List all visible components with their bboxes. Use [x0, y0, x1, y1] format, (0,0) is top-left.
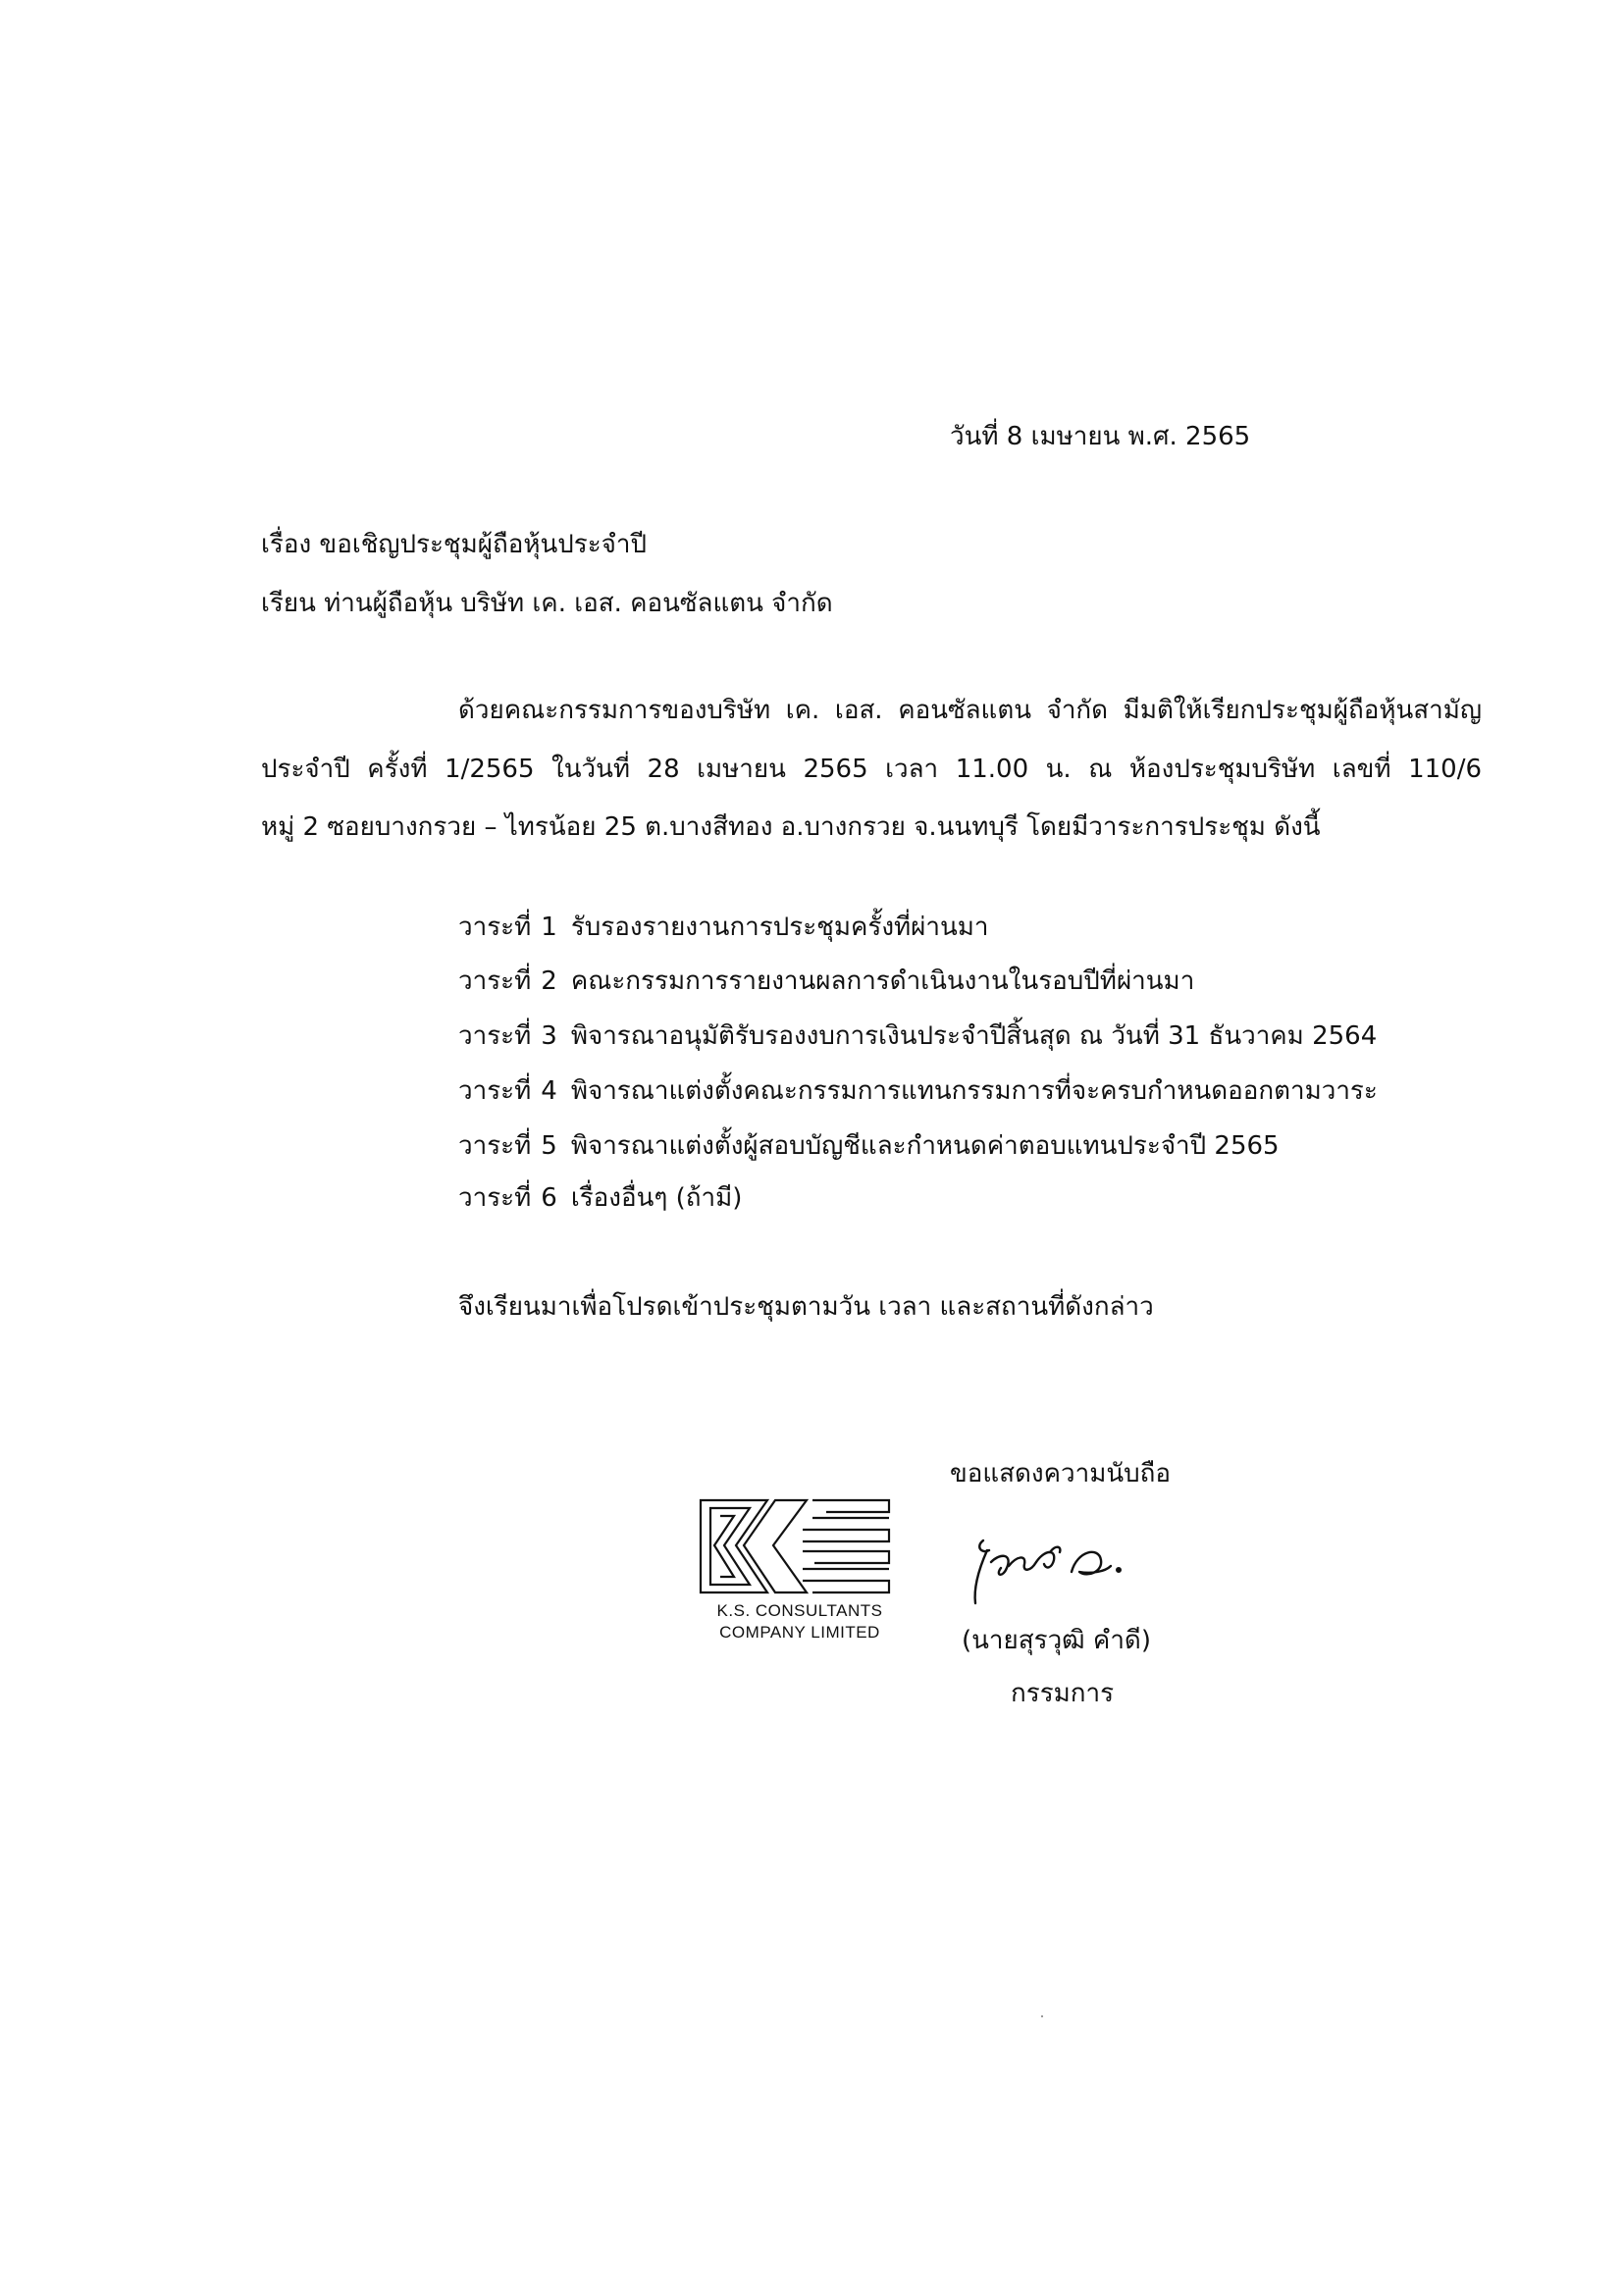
- agenda-item: [458, 1018, 1377, 1058]
- agenda-label: วาระที่: [458, 1021, 532, 1051]
- agenda-label: วาระที่: [458, 913, 532, 942]
- agenda-number: 6: [541, 1183, 557, 1213]
- agenda-number: 4: [541, 1076, 557, 1106]
- addressee-line: เรียน ท่านผู้ถือหุ้น บริษัท เค. เอส. คอนซัลแตน จำกัด: [261, 589, 833, 618]
- agenda-number: 2: [541, 966, 557, 996]
- agenda-label: วาระที่: [458, 1183, 532, 1213]
- agenda-text: เรื่องอื่นๆ (ถ้ามี): [570, 1183, 743, 1213]
- date-line: วันที่ 8 เมษายน พ.ศ. 2565: [950, 422, 1251, 451]
- body-line: หมู่ 2 ซอยบางกรวย – ไทรน้อย 25 ต.บางสีทอง อ.บางกรวย จ.นนทบุรี โดยมีวาระการประชุม ดังนี้: [261, 812, 1321, 842]
- subject-line: เรื่อง ขอเชิญประชุมผู้ถือหุ้นประจำปี: [261, 530, 647, 559]
- agenda-text: รับรองรายงานการประชุมครั้งที่ผ่านมา: [570, 913, 989, 942]
- scan-speck: [1041, 2015, 1043, 2017]
- agenda-text: คณะกรรมการรายงานผลการดำเนินงานในรอบปีที่ผ่านมา: [570, 966, 1195, 996]
- agenda-item: [458, 1128, 1280, 1168]
- logo-caption-line1: K.S. CONSULTANTS: [716, 1601, 883, 1620]
- agenda-item: [458, 910, 989, 949]
- agenda-item: [458, 1073, 1378, 1113]
- agenda-label: วาระที่: [458, 1131, 532, 1161]
- signatory-title: กรรมการ: [1011, 1679, 1115, 1708]
- agenda-number: 3: [541, 1021, 557, 1051]
- agenda-item: [458, 964, 1194, 1003]
- logo-caption-line2: COMPANY LIMITED: [719, 1623, 880, 1642]
- agenda-number: 5: [541, 1131, 557, 1161]
- agenda-label: วาระที่: [458, 966, 532, 996]
- closing-line: จึงเรียนมาเพื่อโปรดเข้าประชุมตามวัน เวลา และสถานที่ดังกล่าว: [458, 1292, 1154, 1322]
- agenda-number: 1: [541, 913, 557, 942]
- sign-off: ขอแสดงความนับถือ: [950, 1459, 1171, 1488]
- signature-icon: [962, 1533, 1158, 1621]
- agenda-text: พิจารณาอนุมัติรับรองงบการเงินประจำปีสิ้นสุด ณ วันที่ 31 ธันวาคม 2564: [570, 1021, 1378, 1051]
- signatory-name: (นายสุรวุฒิ คำดี): [962, 1626, 1151, 1655]
- body-line: ด้วยคณะกรรมการของบริษัท เค. เอส. คอนซัลแตน จำกัด มีมติให้เรียกประชุมผู้ถือหุ้นสามัญ: [458, 696, 1482, 725]
- agenda-text: พิจารณาแต่งตั้งผู้สอบบัญชีและกำหนดค่าตอบแทนประจำปี 2565: [570, 1131, 1280, 1161]
- agenda-item: [458, 1180, 742, 1220]
- ks-logo-icon: [697, 1496, 893, 1596]
- agenda-text: พิจารณาแต่งตั้งคณะกรรมการแทนกรรมการที่จะครบกำหนดออกตามวาระ: [570, 1076, 1378, 1106]
- handwritten-signature-icon: [962, 1533, 1158, 1621]
- body-line: ประจำปี ครั้งที่ 1/2565 ในวันที่ 28 เมษายน 2565 เวลา 11.00 น. ณ ห้องประชุมบริษัท เลขที่ 110/6: [261, 755, 1482, 784]
- agenda-label: วาระที่: [458, 1076, 532, 1106]
- company-logo: [697, 1496, 893, 1596]
